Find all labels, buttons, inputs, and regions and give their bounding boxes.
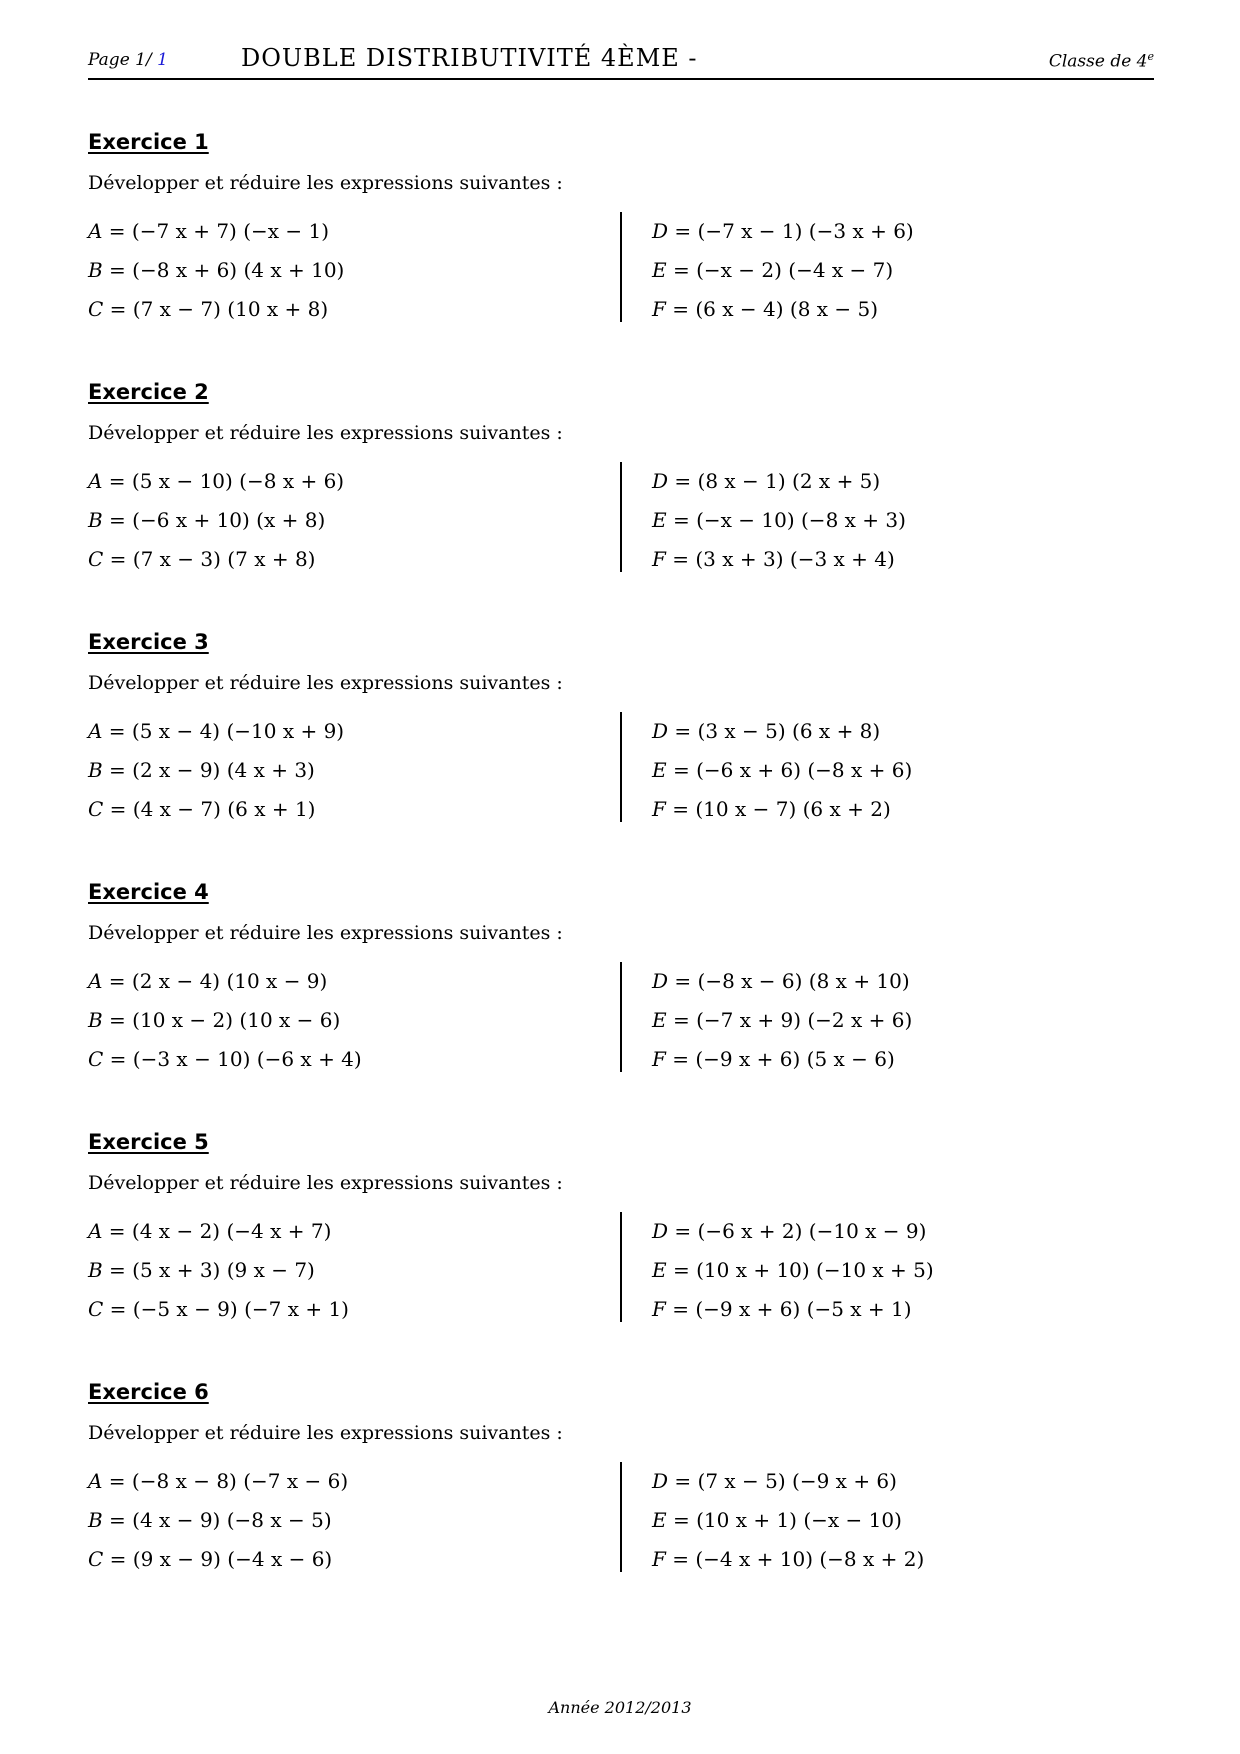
expression-c: C = (4 x − 7) (6 x + 1) — [88, 797, 316, 821]
exercise-5 — [88, 1130, 1154, 1380]
expressions-left-column — [88, 1212, 349, 1329]
expression-d: D = (7 x − 5) (−9 x + 6) — [652, 1469, 897, 1493]
expression-b: B = (4 x − 9) (−8 x − 5) — [88, 1508, 332, 1532]
exercise-6 — [88, 1380, 1154, 1630]
expression-a: A = (5 x − 4) (−10 x + 9) — [88, 719, 345, 743]
exercise-instruction: Développer et réduire les expressions suivantes : — [88, 672, 563, 694]
expressions-left-column — [88, 962, 362, 1079]
expression-f: F = (6 x − 4) (8 x − 5) — [652, 297, 879, 321]
expressions-left-column — [88, 462, 344, 579]
expression-e: E = (10 x + 10) (−10 x + 5) — [652, 1258, 934, 1282]
expression-d: D = (8 x − 1) (2 x + 5) — [652, 469, 881, 493]
column-divider — [620, 1212, 622, 1322]
exercise-4 — [88, 880, 1154, 1130]
exercise-title: Exercice 4 — [88, 880, 209, 904]
expression-c: C = (7 x − 3) (7 x + 8) — [88, 547, 316, 571]
exercise-1 — [88, 130, 1154, 380]
expression-b: B = (−6 x + 10) (x + 8) — [88, 508, 326, 532]
expressions-right-column — [652, 462, 906, 579]
exercise-title: Exercice 6 — [88, 1380, 209, 1404]
exercise-instruction: Développer et réduire les expressions suivantes : — [88, 172, 563, 194]
expression-b: B = (−8 x + 6) (4 x + 10) — [88, 258, 345, 282]
expression-a: A = (−8 x − 8) (−7 x − 6) — [88, 1469, 349, 1493]
expression-b: B = (10 x − 2) (10 x − 6) — [88, 1008, 341, 1032]
exercise-title: Exercice 2 — [88, 380, 209, 404]
column-divider — [620, 1462, 622, 1572]
expression-a: A = (−7 x + 7) (−x − 1) — [88, 219, 330, 243]
expression-f: F = (−9 x + 6) (−5 x + 1) — [652, 1297, 912, 1321]
expression-d: D = (−7 x − 1) (−3 x + 6) — [652, 219, 914, 243]
expression-c: C = (7 x − 7) (10 x + 8) — [88, 297, 329, 321]
expression-d: D = (−6 x + 2) (−10 x − 9) — [652, 1219, 927, 1243]
expressions-right-column — [652, 1462, 924, 1579]
exercise-title: Exercice 3 — [88, 630, 209, 654]
expression-d: D = (3 x − 5) (6 x + 8) — [652, 719, 881, 743]
exercise-title: Exercice 1 — [88, 130, 209, 154]
expression-c: C = (9 x − 9) (−4 x − 6) — [88, 1547, 333, 1571]
expressions-left-column — [88, 1462, 348, 1579]
exercise-title: Exercice 5 — [88, 1130, 209, 1154]
expressions-right-column — [652, 962, 912, 1079]
column-divider — [620, 962, 622, 1072]
expression-a: A = (5 x − 10) (−8 x + 6) — [88, 469, 345, 493]
expression-c: C = (−3 x − 10) (−6 x + 4) — [88, 1047, 362, 1071]
expression-f: F = (−9 x + 6) (5 x − 6) — [652, 1047, 895, 1071]
expressions-right-column — [652, 1212, 934, 1329]
expression-f: F = (−4 x + 10) (−8 x + 2) — [652, 1547, 925, 1571]
page-total-link[interactable]: 1 — [157, 50, 168, 70]
expressions-left-column — [88, 212, 344, 329]
exercise-3 — [88, 630, 1154, 880]
expression-c: C = (−5 x − 9) (−7 x + 1) — [88, 1297, 349, 1321]
exercise-instruction: Développer et réduire les expressions suivantes : — [88, 1422, 563, 1444]
class-label — [1049, 50, 1154, 72]
expression-b: B = (2 x − 9) (4 x + 3) — [88, 758, 315, 782]
class-label-text: Classe de 4 — [1048, 51, 1148, 72]
page-footer: Année 2012/2013 — [548, 1698, 692, 1717]
expression-b: B = (5 x + 3) (9 x − 7) — [88, 1258, 315, 1282]
document-title: DOUBLE DISTRIBUTIVITÉ 4ÈME - — [241, 44, 698, 72]
class-label-superscript: e — [1147, 50, 1154, 63]
expression-f: F = (3 x + 3) (−3 x + 4) — [652, 547, 895, 571]
exercise-2 — [88, 380, 1154, 630]
expressions-right-column — [652, 712, 912, 829]
expression-e: E = (−7 x + 9) (−2 x + 6) — [652, 1008, 913, 1032]
page-number — [88, 50, 168, 70]
expression-d: D = (−8 x − 6) (8 x + 10) — [652, 969, 910, 993]
column-divider — [620, 462, 622, 572]
column-divider — [620, 712, 622, 822]
exercise-instruction: Développer et réduire les expressions suivantes : — [88, 422, 563, 444]
expression-e: E = (−x − 2) (−4 x − 7) — [652, 258, 894, 282]
expression-a: A = (2 x − 4) (10 x − 9) — [88, 969, 328, 993]
expressions-left-column — [88, 712, 344, 829]
exercise-instruction: Développer et réduire les expressions suivantes : — [88, 1172, 563, 1194]
expression-e: E = (−6 x + 6) (−8 x + 6) — [652, 758, 913, 782]
expression-e: E = (10 x + 1) (−x − 10) — [652, 1508, 902, 1532]
expressions-right-column — [652, 212, 914, 329]
exercise-instruction: Développer et réduire les expressions suivantes : — [88, 922, 563, 944]
expression-e: E = (−x − 10) (−8 x + 3) — [652, 508, 906, 532]
expression-f: F = (10 x − 7) (6 x + 2) — [652, 797, 891, 821]
expression-a: A = (4 x − 2) (−4 x + 7) — [88, 1219, 332, 1243]
page-number-label: Page 1/ — [88, 50, 158, 70]
column-divider — [620, 212, 622, 322]
page-header — [88, 40, 1154, 80]
